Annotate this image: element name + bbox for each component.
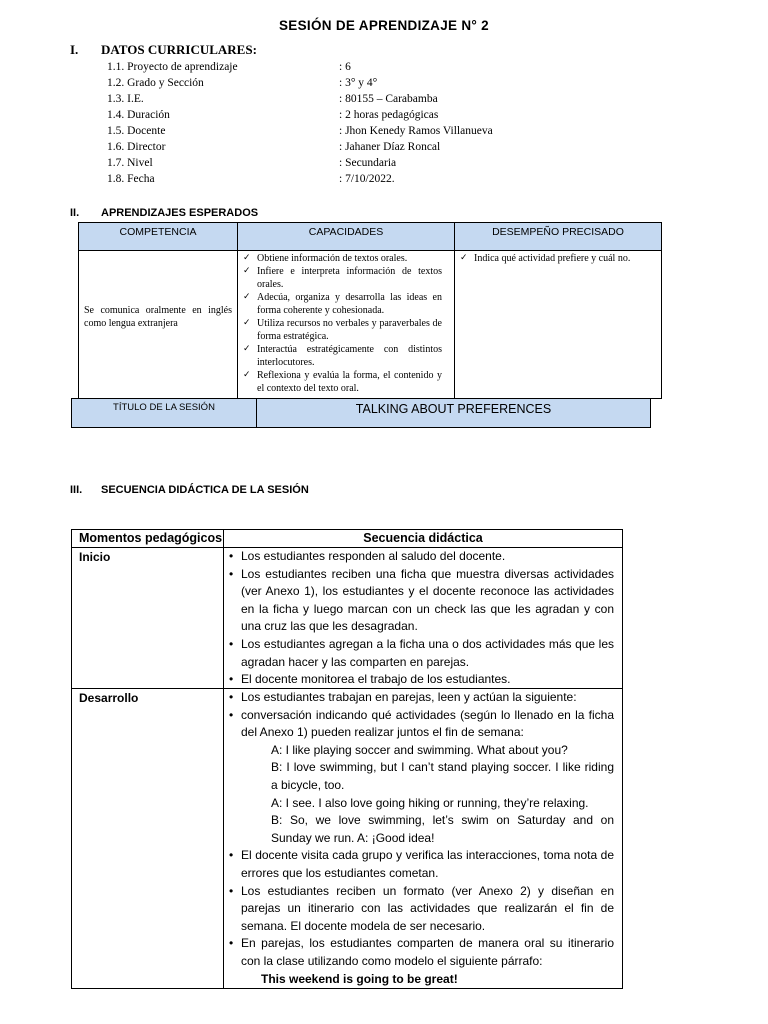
desarrollo-item: • Los estudiantes reciben un formato (ver Anexo 2) y diseñan en parejas un itinerario con las actividades que realizarán el fin de semana. El docente modela de ser necesario. bbox=[227, 883, 614, 936]
desarrollo-list bbox=[227, 689, 614, 988]
section-3-number: III. bbox=[70, 484, 83, 496]
section-1-title: DATOS CURRICULARES: bbox=[101, 42, 257, 57]
dialogue-line: A: I see. I also love going hiking or running, they’re relaxing. bbox=[271, 795, 589, 810]
dialogue-line: A: I like playing soccer and swimming. What about you? bbox=[271, 742, 568, 757]
momento-inicio: Inicio bbox=[71, 547, 224, 689]
curricular-row bbox=[107, 75, 377, 91]
curricular-label: 1.4. Duración bbox=[107, 109, 170, 121]
capacidad-item: ✓ Infiere e interpreta información de textos orales. bbox=[240, 265, 442, 291]
curricular-value: : Jahaner Díaz Roncal bbox=[339, 141, 441, 153]
desarrollo-item-text: conversación indicando qué actividades (según lo llenado en la ficha del Anexo 1) pueden realizar juntos el fin de semana: bbox=[241, 707, 614, 740]
capacidades-list bbox=[240, 252, 442, 395]
section-1-number: I. bbox=[70, 42, 79, 57]
header-competencia: COMPETENCIA bbox=[78, 222, 238, 251]
curricular-label: 1.1. Proyecto de aprendizaje bbox=[107, 61, 238, 73]
desarrollo-item bbox=[227, 935, 614, 988]
curricular-row bbox=[107, 171, 395, 187]
curricular-value: : 80155 – Carabamba bbox=[339, 93, 438, 105]
curricular-row bbox=[107, 155, 396, 171]
desarrollo-cell bbox=[223, 688, 623, 989]
curricular-value: : Jhon Kenedy Ramos Villanueva bbox=[339, 125, 493, 137]
inicio-item: • Los estudiantes responden al saludo del docente. bbox=[227, 548, 614, 566]
desempeno-item: ✓ Indica qué actividad prefiere y cuál no. bbox=[457, 252, 657, 265]
desarrollo-item-text: En parejas, los estudiantes comparten de manera oral su itinerario con la clase utilizando como modelo el siguiente párrafo: bbox=[241, 936, 614, 968]
capacidad-item: ✓ Adecúa, organiza y desarrolla las ideas en forma coherente y cohesionada. bbox=[240, 291, 442, 317]
curricular-value: : Secundaria bbox=[339, 157, 397, 169]
curricular-row bbox=[107, 59, 351, 75]
capacidad-item: ✓ Interactúa estratégicamente con distintos interlocutores. bbox=[240, 343, 442, 369]
curricular-row bbox=[107, 123, 493, 139]
inicio-item: • El docente monitorea el trabajo de los estudiantes. bbox=[227, 671, 614, 689]
inicio-item: • Los estudiantes reciben una ficha que muestra diversas actividades (ver Anexo 1), los estudiantes y el docente reconoce las actividades en la ficha y luego marcan con un check las que les agradan y con una cruz las que les desagradan. bbox=[227, 566, 614, 636]
desarrollo-item bbox=[227, 707, 614, 848]
inicio-list bbox=[227, 548, 614, 689]
competencia-text: Se comunica oralmente en inglés como lengua extranjera bbox=[84, 305, 232, 329]
capacidad-item: ✓ Utiliza recursos no verbales y paraverbales de forma estratégica. bbox=[240, 317, 442, 343]
document-title: SESIÓN DE APRENDIZAJE N° 2 bbox=[279, 18, 489, 33]
capacidad-item: ✓ Reflexiona y evalúa la forma, el contenido y el contexto del texto oral. bbox=[240, 369, 442, 395]
capacidades-cell bbox=[237, 250, 455, 399]
section-2-number: II. bbox=[70, 207, 80, 219]
desarrollo-item: • El docente visita cada grupo y verifica las interacciones, toma nota de errores que los estudiantes cometan. bbox=[227, 847, 614, 882]
desempeno-cell bbox=[454, 250, 662, 399]
section-3-title: SECUENCIA DIDÁCTICA DE LA SESIÓN bbox=[101, 484, 309, 496]
dialogue-line: B: So, we love swimming, let’s swim on Saturday and on Sunday we run. A: ¡Good idea! bbox=[271, 813, 614, 845]
curricular-label: 1.8. Fecha bbox=[107, 173, 155, 185]
curricular-value: : 3° y 4° bbox=[339, 77, 378, 89]
curricular-value: : 6 bbox=[339, 61, 351, 73]
session-title-value: TALKING ABOUT PREFERENCES bbox=[256, 398, 651, 428]
session-title-label: TÍTULO DE LA SESIÓN bbox=[71, 398, 257, 428]
momento-desarrollo: Desarrollo bbox=[71, 688, 224, 989]
header-momentos: Momentos pedagógicos bbox=[71, 529, 224, 548]
competencia-cell bbox=[78, 250, 238, 399]
header-capacidades: CAPACIDADES bbox=[237, 222, 455, 251]
curricular-label: 1.6. Director bbox=[107, 141, 166, 153]
header-desempeno: DESEMPEÑO PRECISADO bbox=[454, 222, 662, 251]
curricular-label: 1.5. Docente bbox=[107, 125, 166, 137]
curricular-row bbox=[107, 107, 438, 123]
curricular-row bbox=[107, 139, 440, 155]
curricular-label: 1.7. Nivel bbox=[107, 157, 153, 169]
closing-sentence: This weekend is going to be great! bbox=[261, 971, 458, 986]
curricular-row bbox=[107, 91, 438, 107]
dialogue-line: B: I love swimming, but I can’t stand playing soccer. I like riding a bicycle, too. bbox=[271, 760, 614, 792]
header-secuencia: Secuencia didáctica bbox=[223, 529, 623, 548]
curricular-value: : 2 horas pedagógicas bbox=[339, 109, 439, 121]
inicio-item: • Los estudiantes agregan a la ficha una o dos actividades más que les agradan hacer y las comparten en parejas. bbox=[227, 636, 614, 671]
capacidad-item: ✓ Obtiene información de textos orales. bbox=[240, 252, 442, 265]
curricular-value: : 7/10/2022. bbox=[339, 173, 395, 185]
desempeno-list bbox=[457, 252, 657, 265]
curricular-label: 1.3. I.E. bbox=[107, 93, 144, 105]
inicio-cell bbox=[223, 547, 623, 689]
desarrollo-item: • Los estudiantes trabajan en parejas, leen y actúan la siguiente: bbox=[227, 689, 614, 707]
curricular-label: 1.2. Grado y Sección bbox=[107, 77, 204, 89]
section-2-title: APRENDIZAJES ESPERADOS bbox=[101, 207, 259, 219]
